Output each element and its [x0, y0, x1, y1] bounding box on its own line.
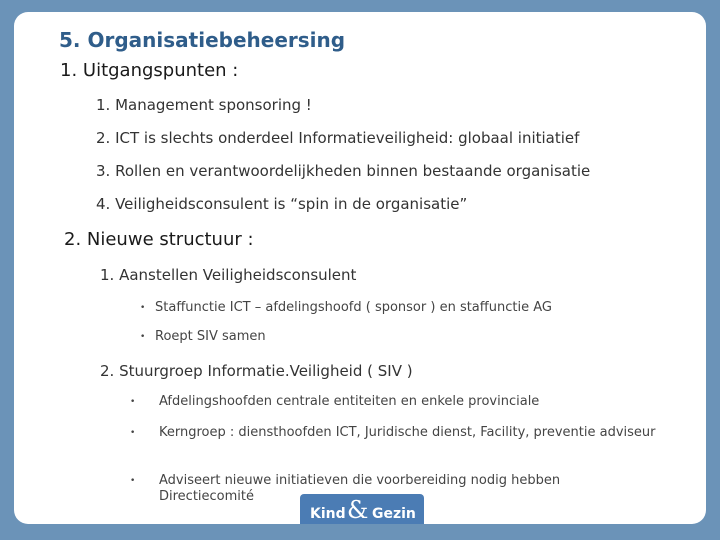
- section2-sub1-label: 1. Aanstellen Veiligheidsconsulent: [100, 266, 357, 284]
- bullet-marker: •: [130, 397, 136, 407]
- section2-sub2-label: 2. Stuurgroep Informatie.Veiligheid ( SIV ): [100, 362, 413, 380]
- logo-word-gezin: Gezin: [372, 506, 416, 522]
- sub1-bullet-1: Staffunctie ICT – afdelingshoofd ( sponsor ) en staffunctie AG: [155, 300, 552, 315]
- section1-item-1: 1. Management sponsoring !: [96, 96, 312, 114]
- sub2-bullet-1: Afdelingshoofden centrale entiteiten en enkele provinciale: [159, 394, 540, 409]
- sub2-bullet-2: Kerngroep : diensthoofden ICT, Juridische dienst, Facility, preventie adviseur: [159, 425, 656, 440]
- sub1-bullet-2: Roept SIV samen: [155, 329, 266, 344]
- section1-item-4: 4. Veiligheidsconsulent is “spin in de organisatie”: [96, 195, 468, 213]
- sub2-bullet-3: Adviseert nieuwe initiatieven die voorbereiding nodig hebben Directiecomité: [159, 473, 561, 504]
- section1-heading: 1. Uitgangspunten :: [60, 60, 239, 81]
- logo-word-kind: Kind: [310, 506, 346, 522]
- kind-en-gezin-logo: [300, 494, 424, 524]
- section2-heading: 2. Nieuwe structuur :: [64, 229, 254, 250]
- slide: [14, 12, 706, 524]
- bullet-marker: •: [130, 476, 136, 486]
- section1-item-3: 3. Rollen en verantwoordelijkheden binnen bestaande organisatie: [96, 162, 591, 180]
- bullet-marker: •: [130, 428, 136, 438]
- slide-title: 5. Organisatiebeheersing: [59, 28, 346, 52]
- section1-item-2: 2. ICT is slechts onderdeel Informatieveiligheid: globaal initiatief: [96, 129, 580, 147]
- logo-ampersand: &: [347, 496, 369, 524]
- bullet-marker: •: [140, 332, 146, 342]
- bullet-marker: •: [140, 303, 146, 313]
